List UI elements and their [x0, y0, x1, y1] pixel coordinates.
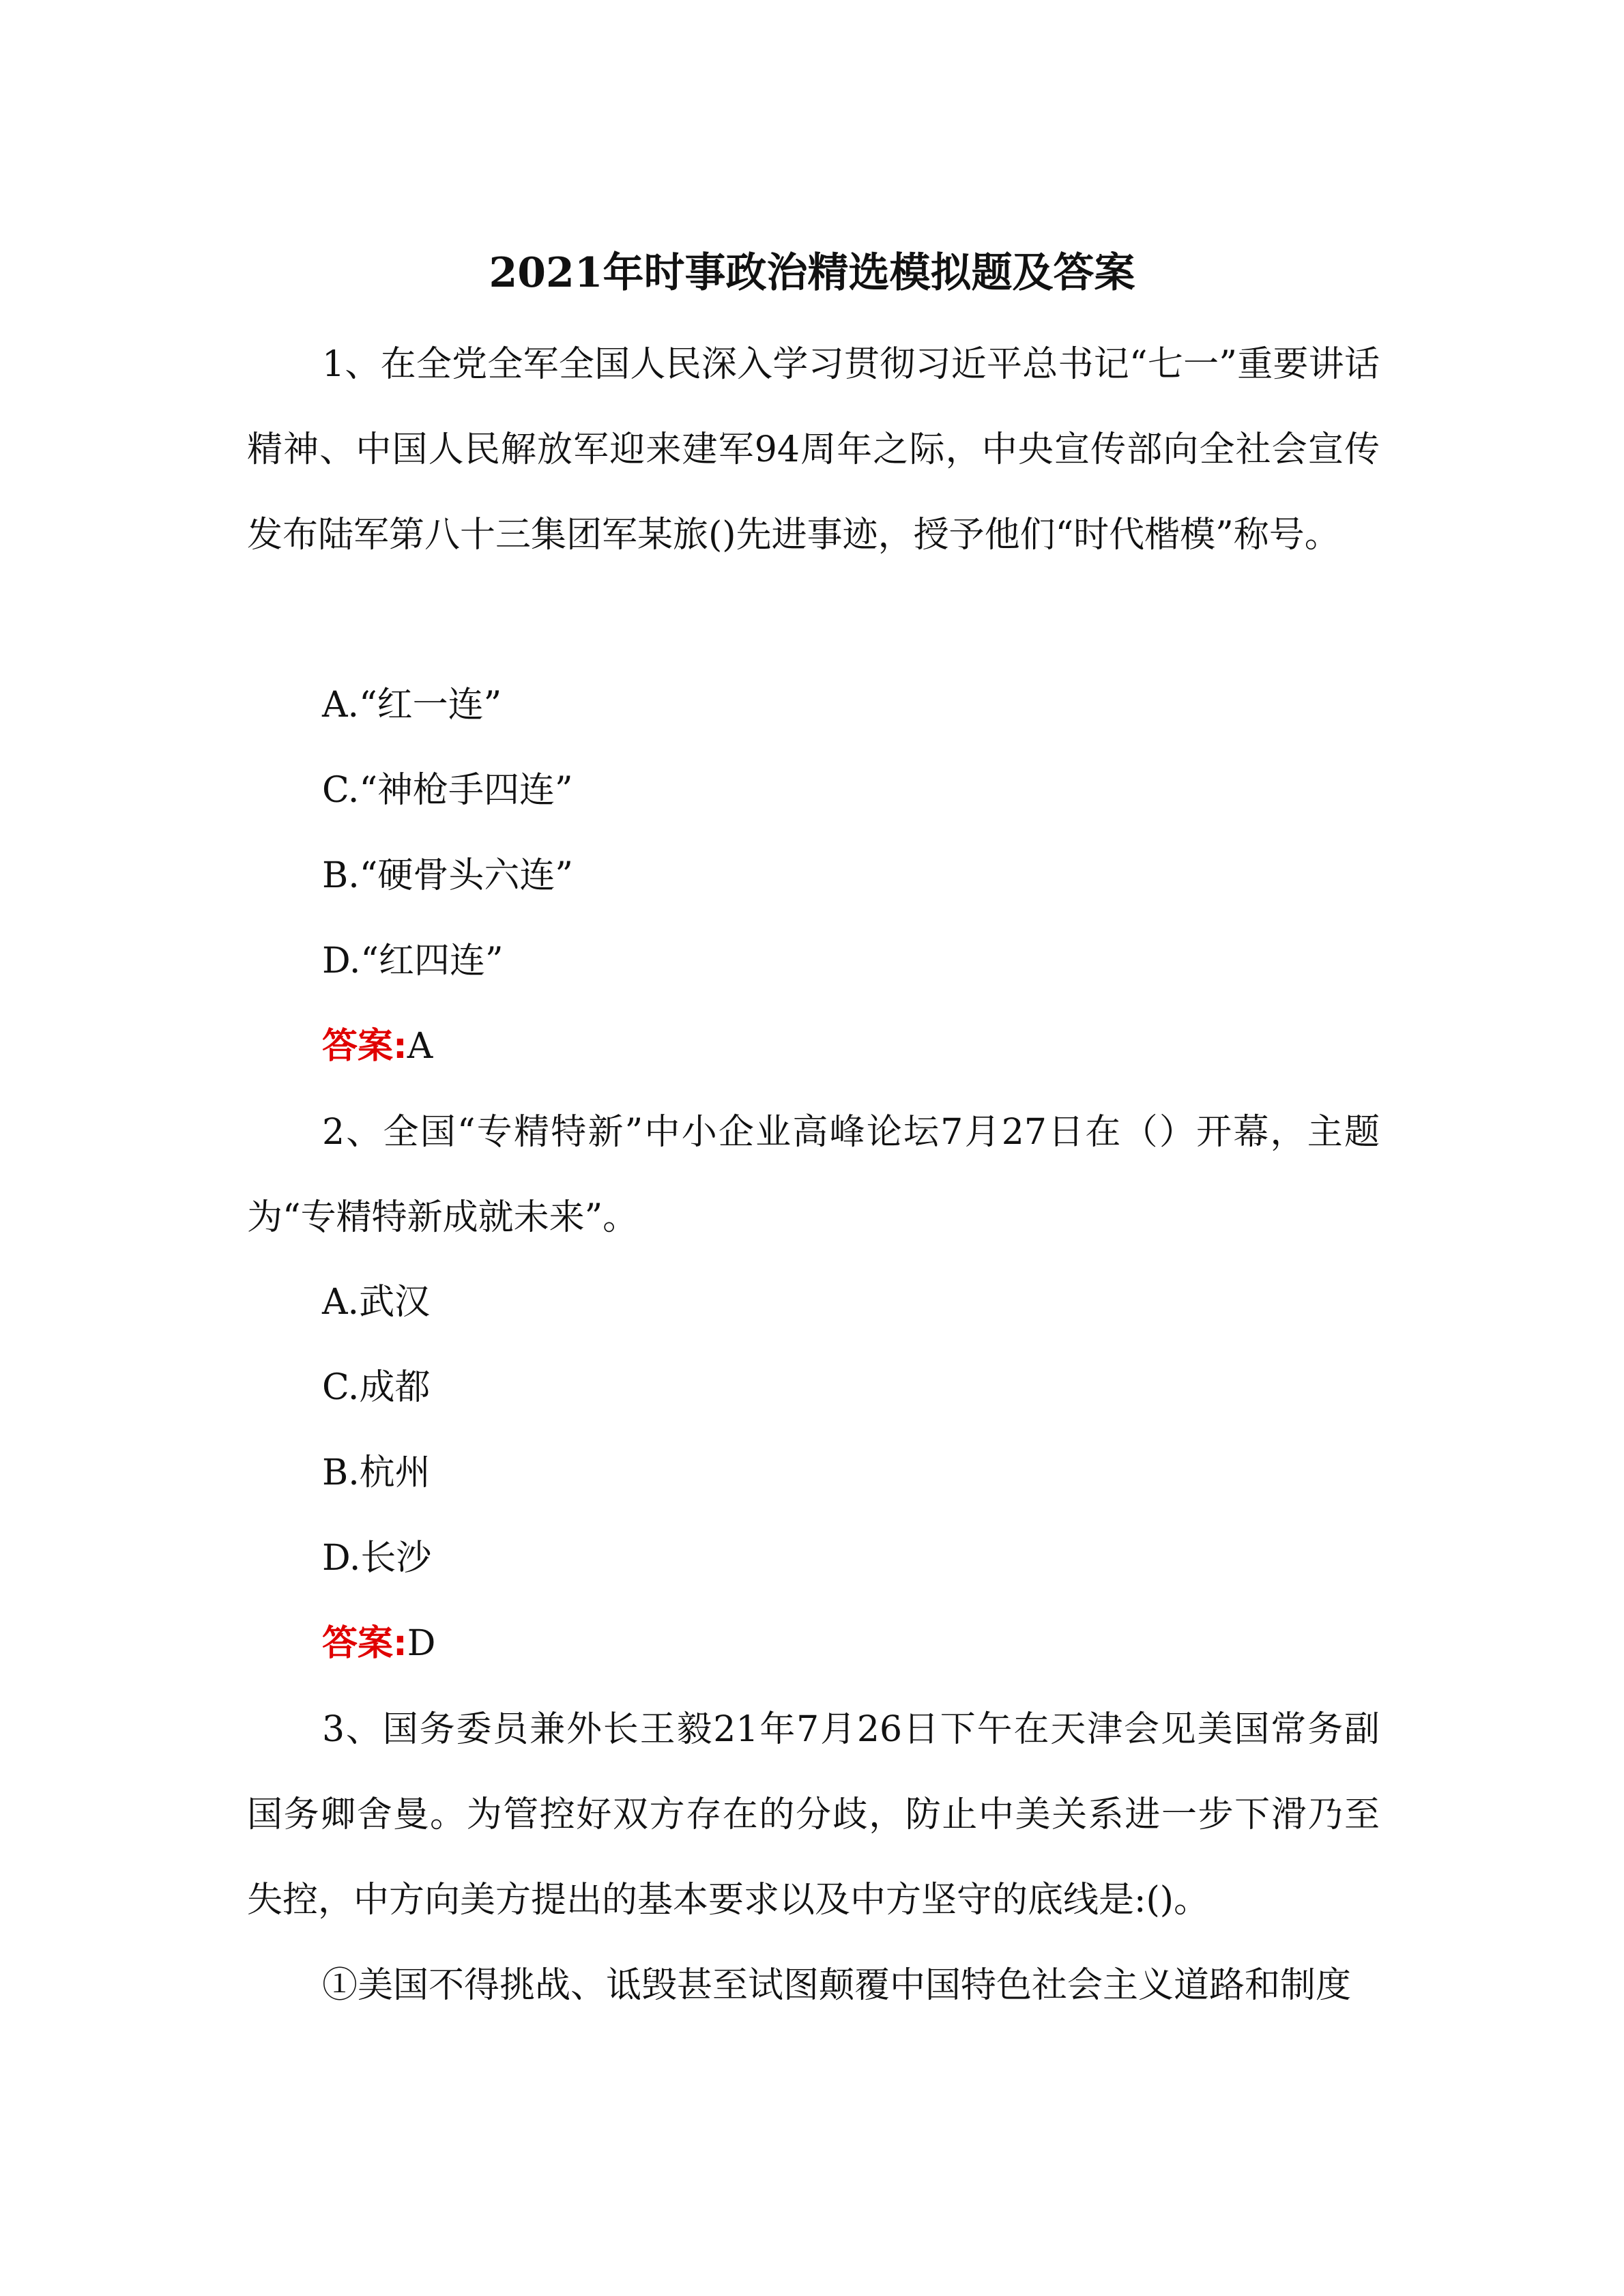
- answer-value: D: [407, 1623, 436, 1664]
- question-1-stem: 1、在全党全军全国人民深入学习贯彻习近平总书记“七一”重要讲话精神、中国人民解放军迎来建军94周年之际，中央宣传部向全社会宣传发布陆军第八十三集团军某旅()先进事迹，授予他们“时代楷模”称号。: [247, 344, 1380, 556]
- question-2-answer: [322, 1616, 436, 1671]
- answer-label: 答案:: [322, 1026, 407, 1067]
- question-2-option-c: C.成都: [322, 1367, 431, 1408]
- question-2-option-a: A.武汉: [322, 1282, 431, 1323]
- answer-label: 答案:: [322, 1623, 407, 1664]
- question-1-option-d: D.“红四连”: [322, 941, 504, 981]
- question-3-sub-item: ①美国不得挑战、诋毁甚至试图颠覆中国特色社会主义道路和制度: [322, 1965, 1352, 2006]
- document-title: 2021年时事政治精选模拟题及答案: [489, 249, 1135, 297]
- answer-value: A: [407, 1026, 433, 1067]
- question-1-option-c: C.“神枪手四连”: [322, 770, 573, 811]
- question-3-stem: 3、国务委员兼外长王毅21年7月26日下午在天津会见美国常务副国务卿舍曼。为管控好双方存在的分歧，防止中美关系进一步下滑乃至失控，中方向美方提出的基本要求以及中方坚守的底线是:()。: [247, 1709, 1380, 1921]
- question-1-option-a: A.“红一连”: [322, 685, 502, 726]
- question-1-option-b: B.“硬骨头六连”: [322, 855, 573, 896]
- question-1-answer: [322, 1019, 433, 1074]
- question-2-stem: 2、全国“专精特新”中小企业高峰论坛7月27日在（）开幕，主题为“专精特新成就未来”。: [247, 1112, 1380, 1238]
- question-2-option-b: B.杭州: [322, 1452, 431, 1493]
- question-2-option-d: D.长沙: [322, 1538, 432, 1579]
